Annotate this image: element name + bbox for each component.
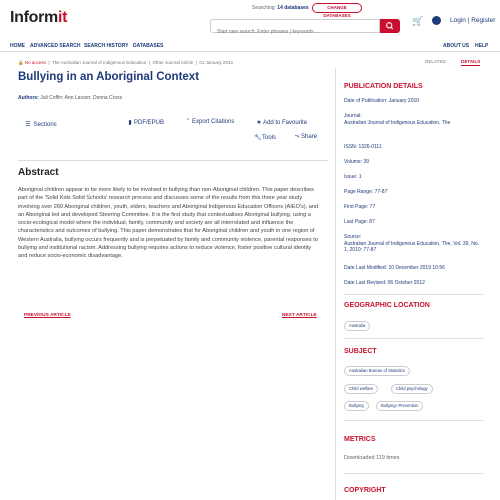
article-meta: 🔒 No access | The Australian Journal of Indigenous Education | Other Journal Article | 01 January 2010 [18, 60, 233, 65]
date-last-revised: Date Last Revised: 06 October 2012 [344, 280, 425, 286]
search-box[interactable] [210, 19, 380, 33]
article-type: Other Journal Article [152, 60, 194, 65]
add-to-favourite-button[interactable]: ★Add to Favourite [256, 120, 308, 126]
abstract-heading: Abstract [18, 167, 59, 178]
no-access-badge: 🔒 No access [18, 60, 46, 65]
publication-details-heading: PUBLICATION DETAILS [344, 83, 423, 90]
chip-child-psychology[interactable]: Child psychology [391, 384, 433, 394]
source-detail: Source: Australian Journal of Indigenous Education, The, Vol. 39, No. 1, 2010: 77-87 [344, 234, 479, 253]
nav-databases[interactable]: DATABASES [133, 43, 164, 49]
main-nav [0, 40, 500, 52]
geographic-location-heading: GEOGRAPHIC LOCATION [344, 302, 430, 309]
first-page: First Page: 77 [344, 204, 376, 210]
login-register-link[interactable]: Login | Register [450, 17, 496, 24]
sidebar-tabs [335, 58, 487, 68]
tab-related[interactable]: RELATED [425, 59, 446, 64]
nav-about-us[interactable]: ABOUT US [443, 43, 470, 49]
search-input[interactable] [211, 26, 379, 38]
journal-detail: Journal: Australian Journal of Indigenous Education, The [344, 113, 451, 126]
divider [18, 160, 328, 161]
divider [344, 420, 484, 421]
divider [344, 338, 484, 339]
article-title: Bullying in an Aboriginal Context [18, 71, 200, 83]
quote-icon: ” [187, 119, 189, 125]
divider [344, 294, 484, 295]
export-citations-button[interactable]: ” Export Citations [184, 119, 234, 125]
tab-details[interactable]: DETAILS [461, 59, 481, 64]
search-icon [380, 19, 400, 33]
issn: ISSN: 1326-0111 [344, 144, 382, 150]
details-sidebar [335, 68, 487, 500]
authors: Authors: Juli Coffin; Ann Larson; Donna Cross [18, 95, 123, 101]
nav-home[interactable]: HOME [10, 43, 25, 49]
site-header [0, 0, 500, 38]
metrics-heading: METRICS [344, 436, 376, 443]
copyright-heading: COPYRIGHT [344, 487, 386, 494]
user-icon[interactable] [432, 16, 441, 25]
wrench-icon: 🔧 [254, 135, 262, 141]
share-icon: ⤳ [294, 134, 300, 140]
divider [344, 473, 484, 474]
nav-advanced-search[interactable]: ADVANCED SEARCH [30, 43, 81, 49]
next-article-link[interactable]: NEXT ARTICLE [282, 313, 317, 318]
previous-article-link[interactable]: PREVIOUS ARTICLE [24, 313, 71, 318]
star-icon: ★ [256, 120, 262, 126]
issue: Issue: 1 [344, 174, 362, 180]
informit-logo[interactable]: Informit [10, 9, 68, 26]
article-toolbar [18, 116, 328, 148]
last-page: Last Page: 87 [344, 219, 375, 225]
chip-australia[interactable]: Australia [344, 321, 370, 331]
searching-label: Searching: 14 databases [252, 5, 309, 11]
subject-heading: SUBJECT [344, 348, 377, 355]
chip-bullying[interactable]: Bullying [344, 401, 369, 411]
abstract-text: Aboriginal children appear to be more likely to be involved in bullying than non-Aboriginal children. This paper describes part of the 'Solid Kids Solid Schools' research process and discusses some of the results from this three year study involving over 260 Aboriginal children, youth, elders, teachers and Aboriginal Indigenous Education Officers (AIEO's), and an Aboriginal led and developed Steering Committee. It is the first study that contextualises Aboriginal bullying, using a socio-ecological model where the individual, family, community and society are all interrelated and influence the characteristics and outcomes of bullying. This paper demonstrates that for Aboriginal children and youth in one region of Western Australia, bullying occurs frequently and is perpetuated by family and community violence, parental responses to bullying and institutional racism. Addressing bullying requires actions to reduce violence, foster positive cultural identity and reduce socio-economic disadvantage. [18, 187, 319, 260]
cart-icon[interactable]: 🛒 [412, 16, 424, 26]
change-databases-button[interactable]: CHANGE DATABASES [312, 3, 362, 13]
page-range: Page Range: 77-87 [344, 189, 388, 195]
list-icon: ☰ [25, 122, 31, 128]
volume: Volume: 39 [344, 159, 370, 165]
chip-australian-bureau-of-statistics[interactable]: Australian Bureau of Statistics [344, 366, 410, 376]
share-button[interactable]: ⤳ Share [294, 134, 318, 140]
document-icon: ▮ [128, 120, 132, 126]
tools-button[interactable]: 🔧Tools [254, 135, 277, 141]
download-count: Downloaded 119 times [344, 455, 400, 461]
search-button[interactable] [380, 19, 400, 33]
chip-child-welfare[interactable]: Child welfare [344, 384, 378, 394]
nav-search-history[interactable]: SEARCH HISTORY [84, 43, 129, 49]
sections-button[interactable]: ☰ Sections [25, 122, 57, 128]
date-of-publication: Date of Publication: January 2010 [344, 98, 420, 104]
nav-help[interactable]: HELP [475, 43, 489, 49]
article-date: 01 January 2010 [199, 60, 233, 65]
chip-bullying-prevention[interactable]: Bullying--Prevention [376, 401, 423, 411]
date-last-modified: Date Last Modified: 10 December 2019 10:56 [344, 265, 445, 271]
database-count: 14 databases [277, 5, 309, 11]
pdf-epub-button[interactable]: ▮ PDF/EPUB [126, 119, 164, 126]
journal-link[interactable]: The Australian Journal of Indigenous Education [51, 60, 147, 65]
